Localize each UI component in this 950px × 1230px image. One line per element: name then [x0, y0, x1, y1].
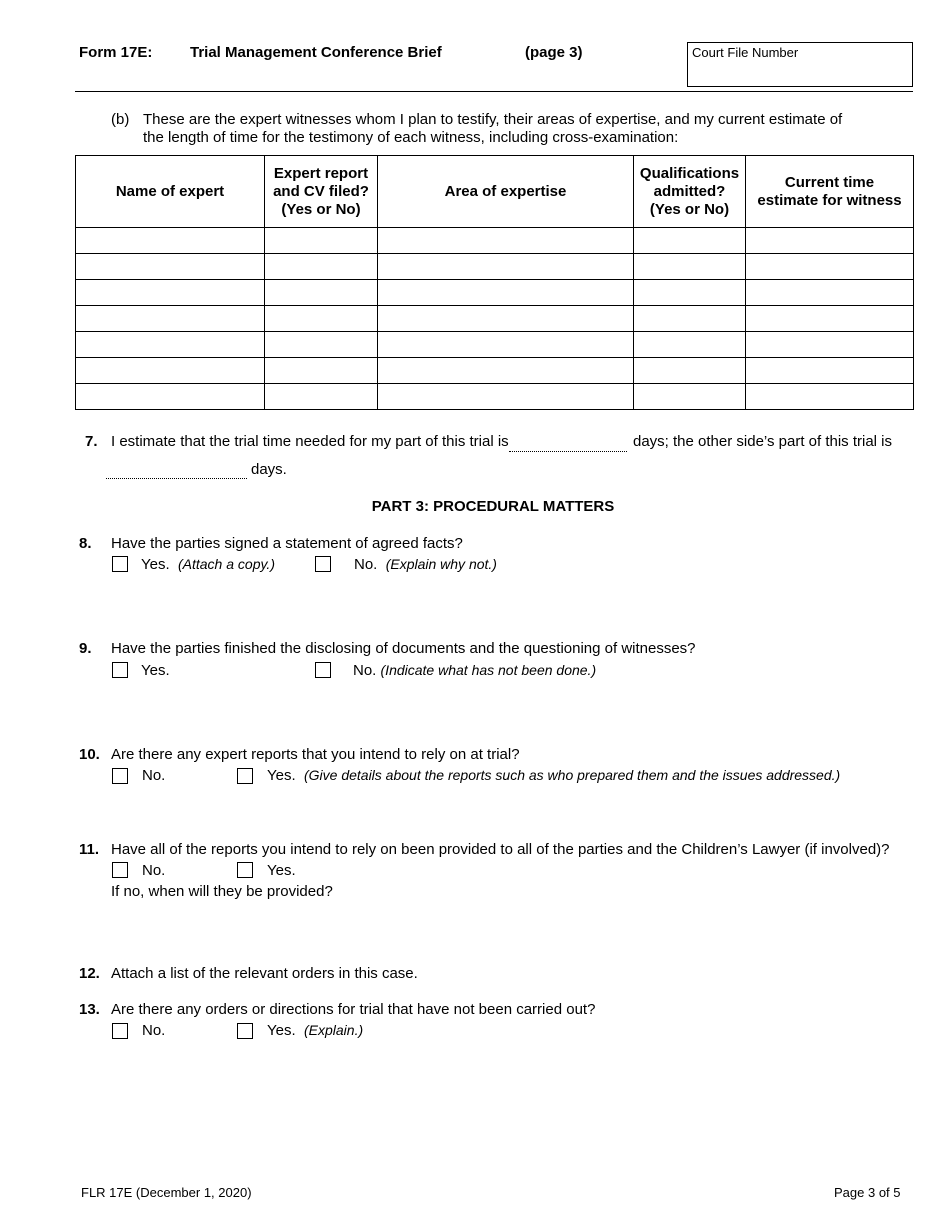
cell-expertise[interactable] [378, 332, 634, 358]
footer-page-number: Page 3 of 5 [834, 1185, 901, 1200]
q12-text: Attach a list of the relevant orders in this case. [111, 965, 418, 982]
col-header-qualifications-admitted: Qualifications admitted? (Yes or No) [634, 156, 746, 228]
header-divider [75, 91, 913, 92]
cell-name[interactable] [76, 306, 265, 332]
section-b-text-line2: the length of time for the testimony of each witness, including cross-examination: [143, 129, 679, 146]
q10-number: 10. [79, 746, 100, 763]
col-header-time-estimate: Current time estimate for witness [746, 156, 914, 228]
cell-time[interactable] [746, 280, 914, 306]
q8-yes-note: (Attach a copy.) [177, 556, 275, 572]
q13-no-checkbox[interactable] [112, 1023, 128, 1039]
cell-expertise[interactable] [378, 358, 634, 384]
q10-yes-checkbox[interactable] [237, 768, 253, 784]
q11-number: 11. [79, 841, 100, 858]
cell-expertise[interactable] [378, 228, 634, 254]
q11-no-label: No. [142, 862, 166, 879]
q9-number: 9. [79, 640, 92, 657]
cell-expertise[interactable] [378, 384, 634, 410]
cell-report-filed[interactable] [265, 384, 378, 410]
q7-my-days-field[interactable] [509, 437, 627, 452]
q7-number: 7. [85, 433, 98, 450]
q11-yes-label: Yes. [267, 862, 296, 879]
q8-yes-label: Yes. [141, 556, 170, 573]
q8-no-checkbox[interactable] [315, 556, 331, 572]
court-file-number-field[interactable] [687, 42, 913, 87]
section-b-marker: (b) [111, 111, 130, 128]
cell-expertise[interactable] [378, 280, 634, 306]
q10-yes-label: Yes. [267, 767, 296, 784]
cell-time[interactable] [746, 332, 914, 358]
section-b-text-line1: These are the expert witnesses whom I plan to testify, their areas of expertise, and my current estimate of [143, 111, 843, 128]
col-header-area-of-expertise: Area of expertise [378, 156, 634, 228]
cell-time[interactable] [746, 384, 914, 410]
cell-name[interactable] [76, 332, 265, 358]
cell-time[interactable] [746, 306, 914, 332]
table-row [76, 332, 914, 358]
q11-question: Have all of the reports you intend to rely on been provided to all of the parties and the Children’s Lawyer (if involved)? [111, 841, 890, 858]
q10-yes-note: (Give details about the reports such as who prepared them and the issues addressed.) [303, 767, 841, 783]
table-row [76, 358, 914, 384]
cell-name[interactable] [76, 280, 265, 306]
q9-yes-label: Yes. [141, 662, 170, 679]
table-header-row [76, 156, 914, 228]
cell-qualified[interactable] [634, 358, 746, 384]
cell-qualified[interactable] [634, 254, 746, 280]
q8-no-note: (Explain why not.) [385, 556, 497, 572]
q13-yes-note: (Explain.) [303, 1022, 364, 1038]
cell-qualified[interactable] [634, 306, 746, 332]
q8-number: 8. [79, 535, 92, 552]
q13-no-label: No. [142, 1022, 166, 1039]
part3-title: PART 3: PROCEDURAL MATTERS [371, 498, 615, 515]
q7-other-days-field[interactable] [106, 464, 247, 479]
q13-number: 13. [79, 1001, 100, 1018]
q8-no-option [354, 556, 497, 573]
cell-name[interactable] [76, 358, 265, 384]
cell-name[interactable] [76, 228, 265, 254]
table-row [76, 228, 914, 254]
q8-no-label: No. [354, 556, 378, 573]
cell-name[interactable] [76, 384, 265, 410]
q9-no-note: (Indicate what has not been done.) [380, 662, 597, 678]
table-row [76, 254, 914, 280]
table-row [76, 306, 914, 332]
q9-yes-checkbox[interactable] [112, 662, 128, 678]
q9-question: Have the parties finished the disclosing of documents and the questioning of witnesses? [111, 640, 696, 657]
cell-qualified[interactable] [634, 228, 746, 254]
q7-text-middle: days; the other side’s part of this trial is [633, 433, 893, 450]
q8-yes-option [141, 556, 275, 573]
cell-time[interactable] [746, 358, 914, 384]
cell-name[interactable] [76, 254, 265, 280]
table-row [76, 280, 914, 306]
q12-number: 12. [79, 965, 100, 982]
q10-no-label: No. [142, 767, 166, 784]
q10-yes-option [267, 767, 840, 784]
cell-expertise[interactable] [378, 306, 634, 332]
cell-report-filed[interactable] [265, 306, 378, 332]
form-title: Trial Management Conference Brief [190, 44, 442, 61]
col-header-name-of-expert: Name of expert [76, 156, 265, 228]
q8-question: Have the parties signed a statement of agreed facts? [111, 535, 463, 552]
q7-text-before: I estimate that the trial time needed for my part of this trial is [111, 433, 509, 450]
cell-report-filed[interactable] [265, 358, 378, 384]
q10-no-checkbox[interactable] [112, 768, 128, 784]
q11-no-checkbox[interactable] [112, 862, 128, 878]
q11-followup: If no, when will they be provided? [111, 883, 333, 900]
q13-yes-option [267, 1022, 363, 1039]
court-file-number-label: Court File Number [692, 45, 799, 60]
section-b-text [143, 111, 842, 147]
form-number: Form 17E: [79, 44, 153, 61]
q10-question: Are there any expert reports that you intend to rely on at trial? [111, 746, 520, 763]
cell-report-filed[interactable] [265, 254, 378, 280]
expert-witness-table [75, 155, 914, 410]
q13-yes-checkbox[interactable] [237, 1023, 253, 1039]
q11-yes-checkbox[interactable] [237, 862, 253, 878]
q8-yes-checkbox[interactable] [112, 556, 128, 572]
cell-time[interactable] [746, 254, 914, 280]
cell-report-filed[interactable] [265, 332, 378, 358]
page-label: (page 3) [525, 44, 583, 61]
cell-report-filed[interactable] [265, 228, 378, 254]
cell-qualified[interactable] [634, 280, 746, 306]
cell-qualified[interactable] [634, 384, 746, 410]
cell-time[interactable] [746, 228, 914, 254]
q9-no-label: No. [353, 662, 377, 679]
q9-no-checkbox[interactable] [315, 662, 331, 678]
footer-form-ref: FLR 17E (December 1, 2020) [81, 1185, 252, 1200]
cell-report-filed[interactable] [265, 280, 378, 306]
col-header-expert-report-filed: Expert report and CV filed? (Yes or No) [265, 156, 378, 228]
q13-question: Are there any orders or directions for trial that have not been carried out? [111, 1001, 596, 1018]
q13-yes-label: Yes. [267, 1022, 296, 1039]
table-row [76, 384, 914, 410]
q7-text-after: days. [251, 461, 287, 478]
q9-no-option [353, 662, 596, 679]
cell-qualified[interactable] [634, 332, 746, 358]
cell-expertise[interactable] [378, 254, 634, 280]
